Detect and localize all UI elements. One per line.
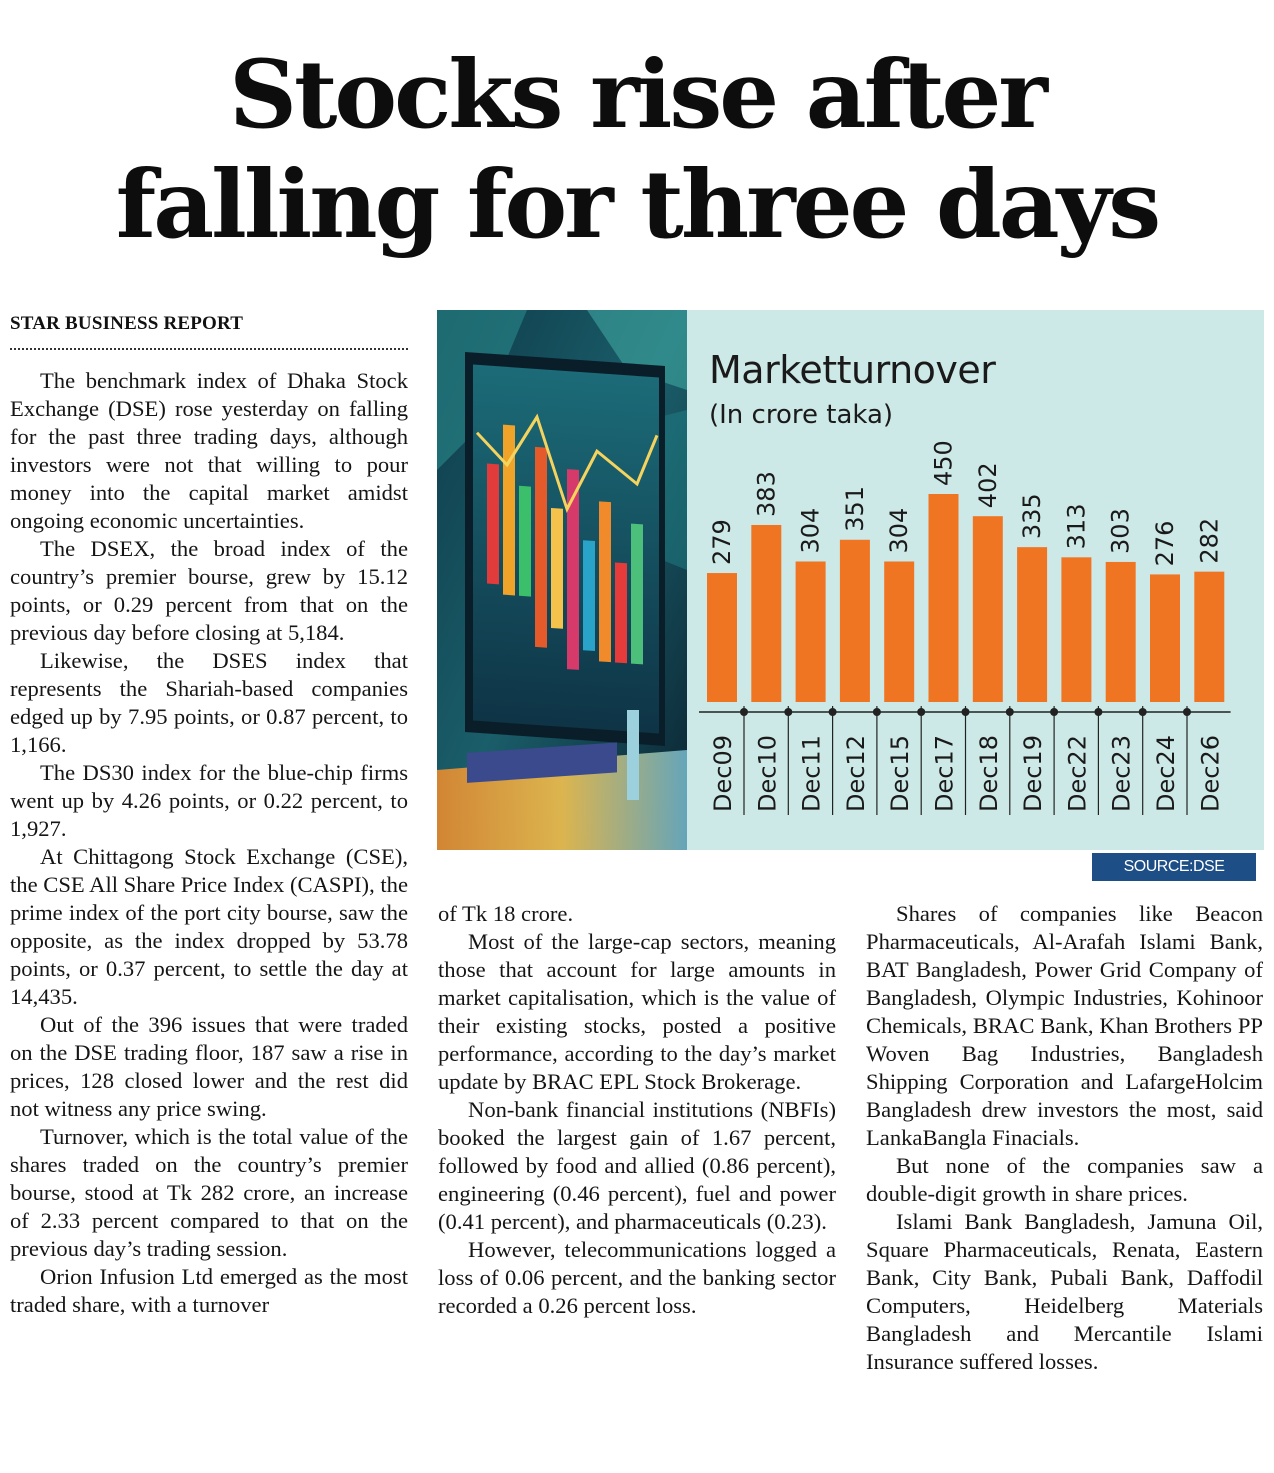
data-label-Dec12: 351 [840,485,869,532]
bar-Dec19 [1017,547,1047,702]
tick-label-Dec17: Dec17 [930,735,959,812]
data-label-Dec22: 313 [1062,503,1091,550]
axis-marker [1094,708,1102,716]
axis-marker [962,708,970,716]
tick-label-Dec18: Dec18 [974,735,1003,812]
source-label: SOURCE:DSE [1092,853,1256,881]
bar-Dec23 [1106,562,1136,702]
data-label-Dec17: 450 [929,440,958,486]
paragraph: The benchmark index of Dhaka Stock Exchange (DSE) rose yesterday on falling for the past three trading days, although investors were not that willing to pour money into the capital market amidst ongoing economic uncertainties. [10,368,408,533]
tick-label-Dec24: Dec24 [1152,735,1180,812]
data-label-Dec10: 383 [752,471,781,517]
tick-label-Dec19: Dec19 [1019,735,1048,812]
tick-label-Dec09: Dec09 [709,735,737,812]
axis-marker [784,708,792,716]
article-column-2 [438,900,836,1320]
bar-Dec15 [884,561,914,702]
tick-label-Dec15: Dec15 [886,735,915,812]
axis-marker [917,708,925,716]
illustration-art [437,310,687,850]
axis-marker [1183,708,1191,716]
chart-subtitle: (In crore taka) [709,400,894,430]
paragraph: The DS30 index for the blue-chip firms went up by 4.26 points, or 0.22 percent, to 1,927. [10,760,408,841]
paragraph: Non-bank financial institutions (NBFIs) booked the largest gain of 1.67 percent, followed by food and allied (0.86 percent), engineering (0.46 percent), fuel and power (0.41 percent), and pharmaceuticals (0.23). [438,1097,836,1234]
bar-Dec22 [1061,557,1091,702]
bar-Dec26 [1194,572,1224,702]
axis-marker [1050,708,1058,716]
paragraph: At Chittagong Stock Exchange (CSE), the CSE All Share Price Index (CASPI), the prime index of the port city bourse, saw the opposite, as the index dropped by 53.78 points, or 0.37 percent, to settle the day at 14,435. [10,844,408,1009]
data-label-Dec23: 303 [1106,508,1135,554]
byline: STAR BUSINESS REPORT [10,313,244,334]
paragraph: Orion Infusion Ltd emerged as the most traded share, with a turnover [10,1264,408,1317]
axis-marker [1139,708,1147,716]
bar-Dec17 [929,494,959,702]
article-column-3 [866,900,1263,1376]
data-label-Dec24: 276 [1151,520,1179,567]
paragraph: Out of the 396 issues that were traded on the DSE trading floor, 187 saw a rise in prices, 128 closed lower and the rest did not witness any price swing. [10,1012,408,1121]
paragraph: Likewise, the DSES index that represents the Shariah-based companies edged up by 7.95 points, or 0.87 percent, to 1,166. [10,648,408,757]
article-column-1 [10,367,408,1319]
data-label-Dec11: 304 [796,507,825,554]
axis-marker [740,708,748,716]
paragraph: However, telecommunications logged a loss of 0.06 percent, and the banking sector recorded a 0.26 percent loss. [438,1237,836,1318]
bar-Dec24 [1150,574,1180,702]
data-label-Dec19: 335 [1018,493,1047,540]
paragraph: Most of the large-cap sectors, meaning those that account for large amounts in market capitalisation, which is the value of their existing stocks, posted a positive performance, according to the day’s market update by BRAC EPL Stock Brokerage. [438,929,836,1094]
axis-marker [873,708,881,716]
axis-marker [829,708,837,716]
paragraph: But none of the companies saw a double-digit growth in share prices. [866,1153,1263,1206]
tick-label-Dec22: Dec22 [1063,735,1092,812]
tick-label-Dec23: Dec23 [1107,735,1136,812]
paragraph: Shares of companies like Beacon Pharmaceuticals, Al-Arafah Islami Bank, BAT Bangladesh, Power Grid Company of Bangladesh, Olympic Industries, Kohinoor Chemicals, BRAC Bank, Khan Brothers PP Woven Bag Industries, Bangladesh Shipping Corporation and LafargeHolcim Bangladesh drew investors the most, said LankaBangla Finacials. [866,901,1263,1150]
paragraph: of Tk 18 crore. [438,901,574,926]
tick-label-Dec11: Dec11 [797,735,826,812]
headline-line-1: Stocks rise after [229,40,1045,150]
chart-title: Marketturnover [709,348,996,392]
paragraph: Turnover, which is the total value of the shares traded on the country’s premier bourse, stood at Tk 282 crore, an increase of 2.33 percent compared to that on the previous day’s trading session. [10,1124,408,1261]
bar-Dec10 [751,525,781,702]
headline-line-2: falling for three days [115,150,1159,260]
bar-Dec12 [840,540,870,702]
tick-label-Dec10: Dec10 [753,735,782,812]
tick-label-Dec26: Dec26 [1196,735,1225,812]
bar-Dec11 [796,561,826,702]
byline-divider [10,348,408,350]
bar-Dec18 [973,516,1003,702]
headline [0,40,1274,260]
paragraph: The DSEX, the broad index of the country’s premier bourse, grew by 15.12 points, or 0.29 percent from that on the previous day before closing at 5,184. [10,536,408,645]
data-label-Dec15: 304 [885,507,914,554]
axis-marker [1006,708,1014,716]
tick-label-Dec12: Dec12 [841,735,870,812]
data-label-Dec26: 282 [1195,517,1224,564]
data-label-Dec18: 402 [973,462,1002,509]
data-label-Dec09: 279 [708,519,736,566]
paragraph: Islami Bank Bangladesh, Jamuna Oil, Square Pharmaceuticals, Renata, Eastern Bank, City Bank, Pubali Bank, Daffodil Computers, Heidelberg Materials Bangladesh and Mercantile Islami Insurance suffered losses. [866,1209,1263,1374]
bar-Dec09 [707,573,737,702]
